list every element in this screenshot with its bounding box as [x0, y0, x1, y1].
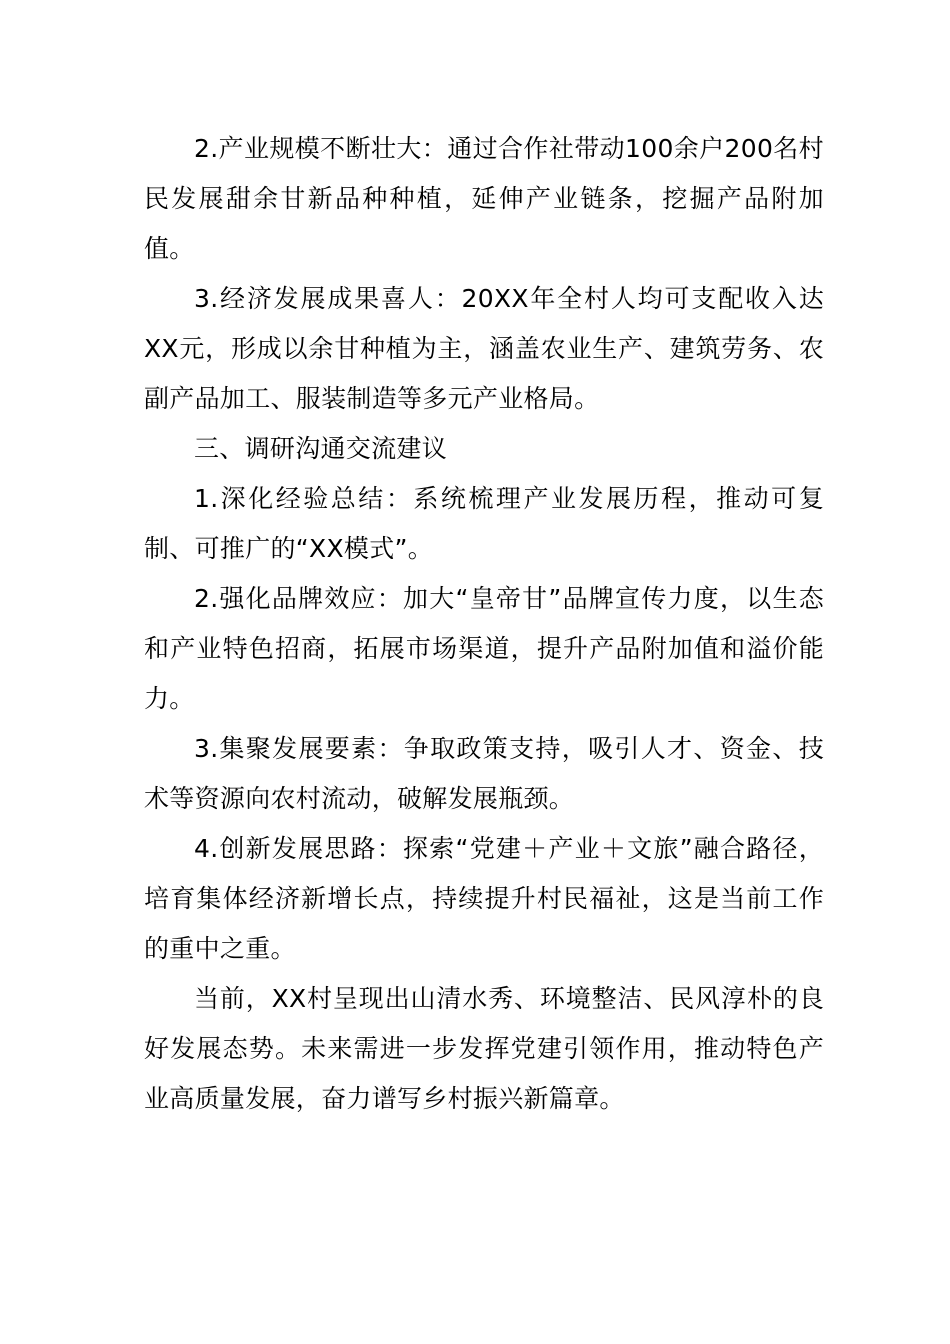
- document-body: [144, 124, 824, 1124]
- paragraph-industry-scale: 2.产业规模不断壮大：通过合作社带动100余户200名村民发展甜余甘新品种种植，延伸产业链条，挖掘产品附加值。: [144, 134, 824, 263]
- paragraph-economic-results: 3.经济发展成果喜人：20XX年全村人均可支配收入达XX元，形成以余甘种植为主，涵盖农业生产、建筑劳务、农副产品加工、服装制造等多元产业格局。: [144, 284, 824, 413]
- paragraph-conclusion: 当前，XX村呈现出山清水秀、环境整洁、民风淳朴的良好发展态势。未来需进一步发挥党建引领作用，推动特色产业高质量发展，奋力谱写乡村振兴新篇章。: [144, 984, 824, 1113]
- paragraph-experience-summary: 1.深化经验总结：系统梳理产业发展历程，推动可复制、可推广的“XX模式”。: [144, 484, 824, 563]
- paragraph-innovation-approach: 4.创新发展思路：探索“党建＋产业＋文旅”融合路径，培育集体经济新增长点，持续提升村民福祉，这是当前工作的重中之重。: [144, 834, 824, 963]
- section-heading-suggestions: 三、调研沟通交流建议: [194, 434, 448, 463]
- paragraph-development-factors: 3.集聚发展要素：争取政策支持，吸引人才、资金、技术等资源向农村流动，破解发展瓶颈。: [144, 734, 824, 813]
- paragraph-brand-effect: 2.强化品牌效应：加大“皇帝甘”品牌宣传力度，以生态和产业特色招商，拓展市场渠道，提升产品附加值和溢价能力。: [144, 584, 824, 713]
